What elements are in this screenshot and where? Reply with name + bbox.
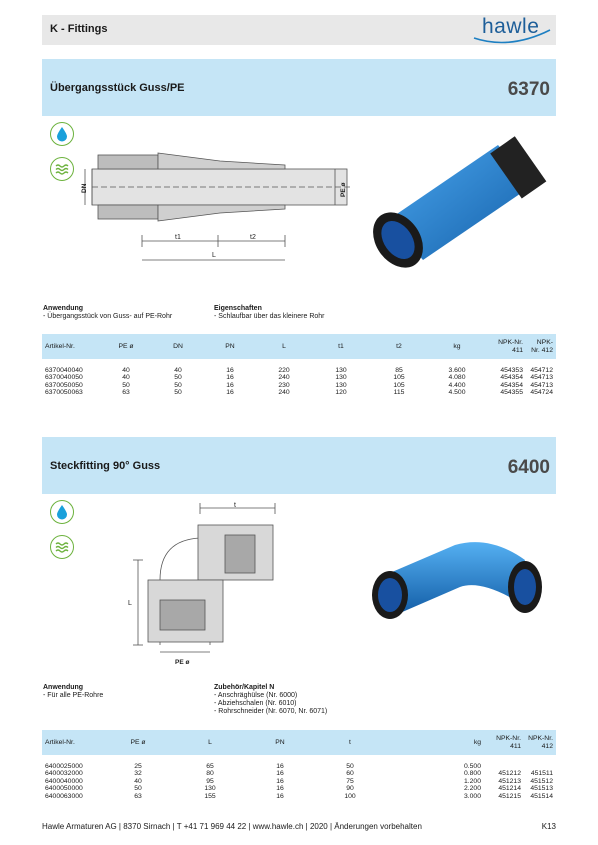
- table-cell: 454724: [530, 389, 553, 396]
- table-cell: 105: [393, 374, 405, 381]
- table-row: [42, 785, 556, 793]
- col-header: t1: [312, 334, 370, 359]
- usage-line: - Übergangsstück von Guss- auf PE-Rohr: [43, 313, 173, 320]
- table-cell: 6370040050: [45, 374, 83, 381]
- table-6400: [42, 730, 556, 800]
- accessories-line: - Anschräghülse (Nr. 6000): [214, 692, 298, 699]
- section-number: 6400: [507, 457, 550, 478]
- col-header: t: [310, 730, 390, 755]
- table-cell: 25: [134, 762, 142, 770]
- col-header: Artikel-Nr.: [42, 730, 106, 755]
- table-row: [42, 793, 556, 801]
- table-cell: 451212: [498, 770, 521, 777]
- usage-line: - Für alle PE-Rohre: [43, 692, 104, 699]
- water-drop-icon: [50, 500, 74, 524]
- table-cell: 75: [346, 777, 354, 785]
- table-cell: 6400050000: [45, 785, 83, 792]
- table-cell: 155: [204, 792, 216, 800]
- table-cell: 16: [276, 762, 284, 770]
- waves-icon: [50, 535, 74, 559]
- table-cell: 454354: [500, 381, 523, 389]
- table-cell: 451213: [498, 777, 521, 785]
- table-cell: 4.400: [448, 381, 466, 389]
- spacer-row: [42, 755, 556, 763]
- accessories-line: - Abziehschalen (Nr. 6010): [214, 700, 297, 707]
- pe-label: PE ø: [340, 182, 347, 197]
- table-cell: 40: [174, 366, 182, 374]
- section-title: Übergangsstück Guss/PE: [50, 82, 185, 94]
- technical-drawing-6400: [120, 500, 295, 670]
- table-cell: 16: [226, 381, 234, 389]
- table-cell: 115: [393, 389, 405, 396]
- table-cell: 65: [206, 762, 214, 770]
- col-header: PE ø: [100, 334, 152, 359]
- l-label: L: [212, 252, 216, 259]
- table-cell: 40: [122, 374, 130, 381]
- table-cell: 451512: [530, 777, 553, 785]
- table-row: [42, 763, 556, 771]
- table-cell: 451215: [498, 792, 521, 800]
- col-header: kg: [428, 334, 486, 359]
- table-row: [42, 778, 556, 786]
- table-row: [42, 367, 556, 375]
- pe-label: PE ø: [175, 659, 190, 666]
- properties-line: - Schlaufbar über das kleinere Rohr: [214, 313, 325, 320]
- table-cell: [484, 763, 524, 771]
- section-number: 6370: [507, 79, 550, 100]
- water-drop-icon: [50, 122, 74, 146]
- col-header: PN: [204, 334, 256, 359]
- table-cell: 240: [278, 389, 290, 396]
- spacer-row: [42, 359, 556, 367]
- table-cell: 50: [174, 381, 182, 389]
- col-header: PE ø: [106, 730, 170, 755]
- table-cell: 454713: [530, 381, 553, 389]
- table-cell: 0.500: [463, 762, 481, 770]
- table-cell: 50: [122, 381, 130, 389]
- waves-icon: [50, 157, 74, 181]
- page-category-title: K - Fittings: [50, 23, 108, 35]
- technical-drawing-6370: [80, 135, 360, 270]
- accessories-line: - Rohrschneider (Nr. 6070, Nr. 6071): [214, 708, 328, 715]
- table-cell: 85: [395, 366, 403, 374]
- table-cell: 6400063000: [45, 792, 83, 800]
- table-cell: 40: [134, 777, 142, 785]
- table-cell: 63: [134, 792, 142, 800]
- product-image-6370: [358, 125, 548, 275]
- table-cell: 2.200: [463, 785, 481, 792]
- table-cell: 16: [276, 777, 284, 785]
- table-cell: 4.500: [448, 389, 466, 396]
- dn-label: DN: [81, 183, 88, 193]
- table-cell: 451511: [530, 770, 553, 777]
- table-cell: 240: [278, 374, 290, 381]
- usage-heading: Anwendung: [43, 684, 84, 691]
- col-header: Artikel-Nr.: [42, 334, 100, 359]
- table-cell: 63: [122, 389, 130, 396]
- table-cell: 100: [344, 792, 356, 800]
- col-header: PN: [250, 730, 310, 755]
- table-cell: 454713: [530, 374, 553, 381]
- accessories-heading: Zubehör/Kapitel N: [214, 684, 275, 691]
- table-cell: 16: [276, 792, 284, 800]
- page-number: K13: [541, 822, 556, 831]
- table-cell: 451513: [530, 785, 553, 792]
- table-cell: 454712: [530, 366, 553, 374]
- table-6370: [42, 334, 556, 397]
- col-header: DN: [152, 334, 204, 359]
- footer-text: Hawle Armaturen AG | 8370 Sirnach | T +41 71 969 44 22 | www.hawle.ch | 2020 | Änderungen vorbehalten: [42, 822, 422, 831]
- table-cell: 6370050063: [45, 389, 83, 396]
- table-cell: 6370040040: [45, 366, 83, 374]
- table-cell: 4.080: [448, 374, 466, 381]
- table-cell: 3.000: [463, 792, 481, 800]
- col-header: t2: [370, 334, 428, 359]
- table-cell: 120: [335, 389, 347, 396]
- table-cell: 105: [393, 381, 405, 389]
- table-row: [42, 374, 556, 382]
- table-cell: 16: [226, 374, 234, 381]
- table-row: [42, 382, 556, 390]
- table-cell: 130: [335, 374, 347, 381]
- table-cell: 16: [226, 366, 234, 374]
- table-cell: 130: [335, 366, 347, 374]
- table-cell: 50: [174, 389, 182, 396]
- table-cell: 16: [226, 389, 234, 396]
- table-cell: 6400025000: [45, 762, 83, 770]
- table-cell: 220: [278, 366, 290, 374]
- table-cell: 3.600: [448, 366, 466, 374]
- table-cell: 16: [276, 785, 284, 792]
- table-cell: 16: [276, 770, 284, 777]
- table-cell: 454353: [500, 366, 523, 374]
- t-label: t: [234, 502, 236, 509]
- table-cell: 0.800: [463, 770, 481, 777]
- table-cell: 95: [206, 777, 214, 785]
- table-cell: 1.200: [463, 777, 481, 785]
- table-cell: 6400032000: [45, 770, 83, 777]
- col-header: L: [170, 730, 250, 755]
- table-cell: 451514: [530, 792, 553, 800]
- table-cell: 130: [204, 785, 216, 792]
- table-cell: 50: [346, 762, 354, 770]
- table-row: [42, 770, 556, 778]
- table-cell: 32: [134, 770, 142, 777]
- product-image-6400: [360, 525, 550, 625]
- col-header: NPK-Nr. 412: [526, 334, 556, 359]
- table-header-row: [42, 730, 556, 755]
- table-cell: 230: [278, 381, 290, 389]
- col-header: NPK-Nr. 411: [486, 334, 526, 359]
- table-cell: 60: [346, 770, 354, 777]
- table-cell: 80: [206, 770, 214, 777]
- properties-heading: Eigenschaften: [214, 305, 262, 312]
- table-cell: 6400040000: [45, 777, 83, 785]
- col-header: NPK-Nr. 411: [484, 730, 524, 755]
- table-cell: 40: [122, 366, 130, 374]
- col-header: kg: [390, 730, 484, 755]
- table-cell: 90: [346, 785, 354, 792]
- col-header: NPK-Nr. 412: [524, 730, 556, 755]
- usage-heading: Anwendung: [43, 305, 84, 312]
- table-cell: 50: [134, 785, 142, 792]
- table-cell: [524, 763, 556, 771]
- t1-label: t1: [175, 234, 181, 241]
- table-cell: 50: [174, 374, 182, 381]
- table-row: [42, 389, 556, 397]
- table-header-row: [42, 334, 556, 359]
- section-title: Steckfitting 90° Guss: [50, 460, 161, 472]
- table-cell: 130: [335, 381, 347, 389]
- table-cell: 6370050050: [45, 381, 83, 389]
- t2-label: t2: [250, 234, 256, 241]
- logo-text: hawle: [482, 15, 540, 38]
- l-label: L: [128, 600, 132, 607]
- table-cell: 454355: [500, 389, 523, 396]
- table-cell: 454354: [500, 374, 523, 381]
- table-cell: 451214: [498, 785, 521, 792]
- col-header: L: [256, 334, 312, 359]
